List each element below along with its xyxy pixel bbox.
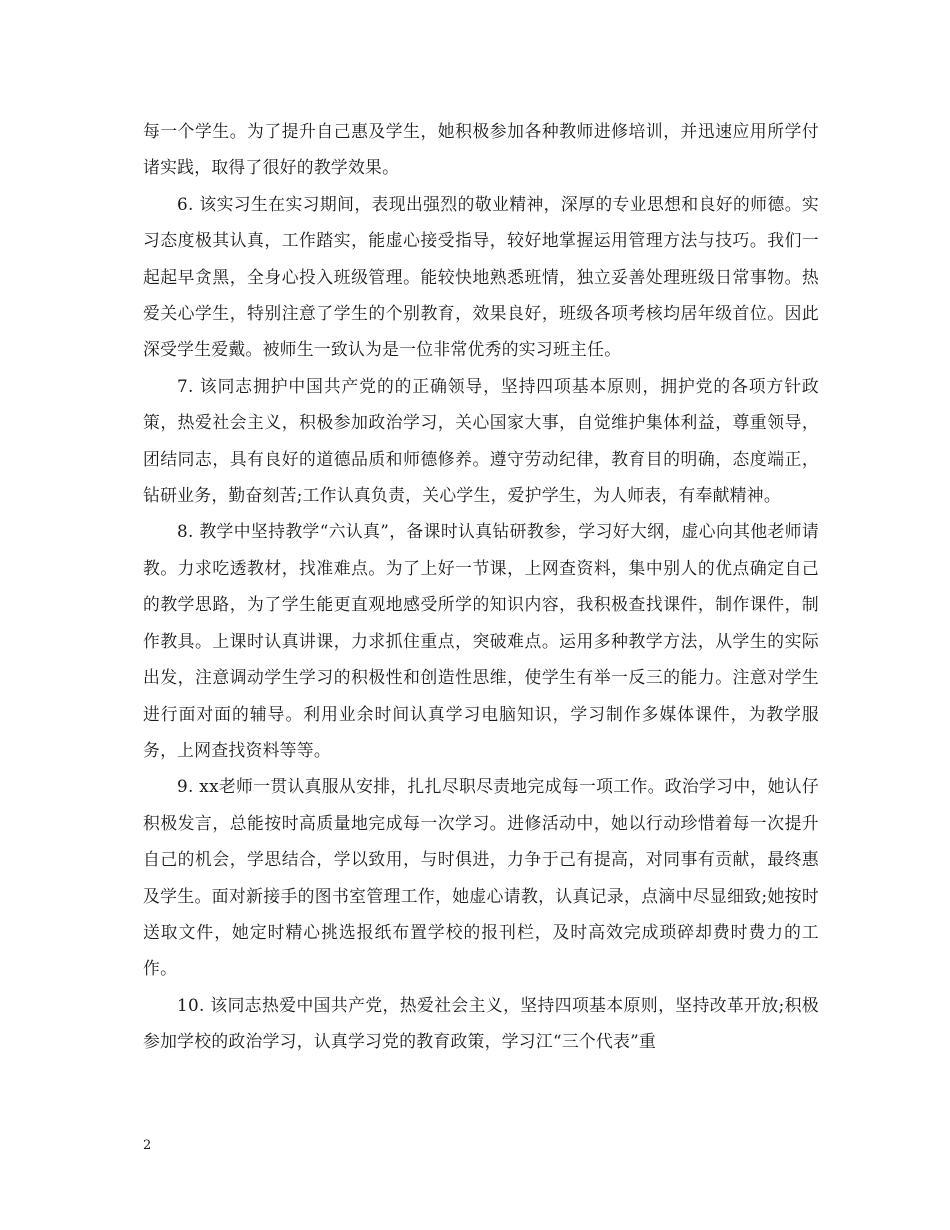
paragraph-item-10: 10. 该同志热爱中国共产党，热爱社会主义，坚持四项基本原则，坚持改革开放;积极参加学校的政治学习，认真学习党的教育政策，学习江“三个代表”重 — [143, 994, 819, 1052]
paragraph-item-8: 8. 教学中坚持教学“六认真”，备课时认真钻研教参，学习好大纲，虚心向其他老师请教。力求吃透教材，找准难点。为了上好一节课，上网查资料，集中别人的优点确定自己的教学思路，为了学生能更直观地感受所学的知识内容，我积极查找课件，制作课件，制作教具。上课时认真讲课，力求抓住重点，突破难点。运用多种教学方法，从学生的实际出发，注意调动学生学习的积极性和创造性思维，使学生有举一反三的能力。注意对学生进行面对面的辅导。利用业余时间认真学习电脑知识，学习制作多媒体课件，为教学服务，上网查找资料等等。 — [143, 521, 819, 760]
paragraph-item-7: 7. 该同志拥护中国共产党的的正确领导，坚持四项基本原则，拥护党的各项方针政策，热爱社会主义，积极参加政治学习，关心国家大事，自觉维护集体利益，尊重领导，团结同志，具有良好的道德品质和师德修养。遵守劳动纪律，教育目的明确，态度端正，钻研业务，勤奋刻苦;工作认真负责，关心学生，爱护学生，为人师表，有奉献精神。 — [143, 375, 819, 506]
page-number: 2 — [143, 1138, 152, 1153]
document-body — [143, 113, 819, 1060]
paragraph-item-9: 9. xx老师一贯认真服从安排，扎扎尽职尽责地完成每一项工作。政治学习中，她认仔积极发言，总能按时高质量地完成每一次学习。进修活动中，她以行动珍惜着每一次提升自己的机会，学思结合，学以致用，与时俱进，力争于己有提高，对同事有贡献，最终惠及学生。面对新接手的图书室管理工作，她虚心请教，认真记录，点滴中尽显细致;她按时送取文件，她定时精心挑选报纸布置学校的报刊栏，及时高效完成琐碎却费时费力的工作。 — [143, 776, 819, 979]
paragraph-item-6: 6. 该实习生在实习期间，表现出强烈的敬业精神，深厚的专业思想和良好的师德。实习态度极其认真，工作踏实，能虚心接受指导，较好地掌握运用管理方法与技巧。我们一起起早贪黑，全身心投入班级管理。能较快地熟悉班情，独立妥善处理班级日常事物。热爱关心学生，特别注意了学生的个别教育，效果良好，班级各项考核均居年级首位。因此深受学生爱戴。被师生一致认为是一位非常优秀的实习班主任。 — [143, 193, 819, 360]
paragraph-continuation: 每一个学生。为了提升自己惠及学生，她积极参加各种教师进修培训，并迅速应用所学付诸实践，取得了很好的教学效果。 — [143, 121, 819, 178]
